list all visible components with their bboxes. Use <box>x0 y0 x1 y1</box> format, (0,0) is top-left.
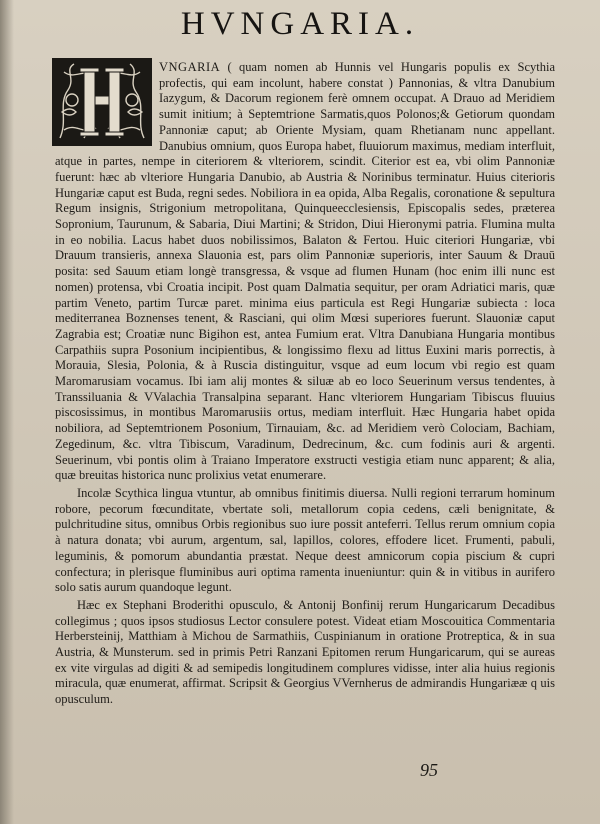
paragraph-2: Incolæ Scythica lingua vtuntur, ab omnibus finitimis diuersa. Nulli regioni terrarum hominum robore, pecorum fœcunditate, vbertate soli, metallorum copia cedens, cæli benignitate, & pulchritudine situs, omnibus Orbis regionibus suo iure possit anteferri. Tellus rerum omnium copia à natura donata; vbi aurum, argentum, sal, lapillos, colores, effodere licet. Frumenti, pabuli, leguminis, & pomorum abundantia præstat. Neque deest amnicorum copia piscium & cupri confectura; in plerisque fluminibus auri optima ramenta inueniuntur: quin & in vitibus in aurifero solo satis aurum quandoque legunt. <box>55 485 555 595</box>
paragraph-3: Hæc ex Stephani Broderithi opusculo, & Antonij Bonfinij rerum Hungaricarum Decadibus collegimus ; quos ipsos studiosus Lector consulere potest. Videat etiam Moscouitica Commentaria Herbersteinij, Matthiam à Michou de Sarmathiis, Cuspinianum in oratione Protreptica, & in sua Austria, & Munsterum. sed in primis Petri Ranzani Epitomen rerum Hungaricarum, qui se aureas ex vite virgulas ad digiti & ad semipedis longitudinem complures vidisse, inter alia huius regionis miracula, quæ enumerat, affirmat. Scripsit & Georgius VVernherus de admirandis Hungariææ q uis opusculum. <box>55 597 555 707</box>
paragraph-1-text: ( quam nomen ab Hunnis vel Hungaris populis ex Scythia profectis, qui eam incolunt, habere constat ) Pannonias, & vltra Danubium Iazygum, & Dacorum regionem ferè omnem occupat. A Drauo ad Meridiem sumit initium; à Septemtrione Sarmatis,quos Polonos;& Getiorum quondam Pannoniæ caput; ab Oriente Mysiam, quam Rhetianam nunc appellant. Danubius omnium, quos Europa habet, fluuiorum maximus, mediam interfluit, atque in partes, nempe in citeriorem & vlteriorem, scindit. Citerior est ea, vbi olim Pannoniæ fuerunt: hæc ab vlteriore Hungaria Danubio, ab Austria & Norinibus terminatur. Huius citerioris Hungariæ caput est Buda, regni sedes. Nobiliora in ea opida, Alba Regalis, coronatione & sepultura Regum insignis, Strigonium metropolitana, Quinqueecclesiensis, Episcopalis sedes, præterea Sopronium, Taurunum, & Sabaria, Diui Martini; & Stridon, Diui Hieronymi patria. Flumina multa in eo nobilia. Lacus habet duos nobilissimos, Balaton & Fertou. Huic citeriori Hungariæ, vbi Drauum transieris, annexa Slauonia est, pars olim Pannoniæ superioris, inter Sauum & Drauū posita: sed Sauum etiam longè transgressa, & vsque ad flumen Hunam (hoc enim illi nunc est nomen) protensa, vbi Croatia incipit. Post quam Dalmatia sequitur, per oram Adriatici maris, quæ partim Veneto, partim Turcæ paret. minima eius particula est Regi Hungariæ subiecta : loca mediterranea Boznenses tenent, & Rasciani, qui olim Mœsi superiores fuerunt. Slauoniæ caput Zagrabia est; Croatiæ nunc Bigihon est, antea Fumium erat. Vltra Danubiana Hungaria montibus Carpathiis supra Posonium incipientibus, & longissimo flexu ad littus Euxini maris porrectis, à Morauia, Slesia, Polonia, & à Ruscia distinguitur, vsque ad eum locum vbi regio est quam Maromarusiam vocamus. Ibi iam alij montes & siluæ ab eo loco Seuerinum versus tendentes, à Transsiluania & VValachia Transalpina separant. Hanc vlteriorem Hungariam Tibiscus fluuius piscosissimus, in montibus Maromarusiis ortus, mediam interfluit. Hæc Hungaria habet opida nobiliora, ad Septemtrionem Posonium, Tirnauiam, &c. ad Meridiem verò Colociam, Bachiam, Zegedinum, &c. vltra Tibiscum, Varadinum, Dedrecinum, &c. cum fodinis auri & argenti. Seuerinum, vbi pontis olim à Traiano Imperatore exstructi vestigia etiam nunc apparent; & alia, quæ breuitas historica nunc prolixius vetat enumerare. <box>55 60 555 483</box>
page-title: HVNGARIA. <box>180 6 420 42</box>
paragraph-1-lead: VNGARIA <box>159 60 221 74</box>
body-text <box>55 60 555 708</box>
initial-spacer <box>55 60 155 150</box>
page-number: 95 <box>420 760 438 780</box>
